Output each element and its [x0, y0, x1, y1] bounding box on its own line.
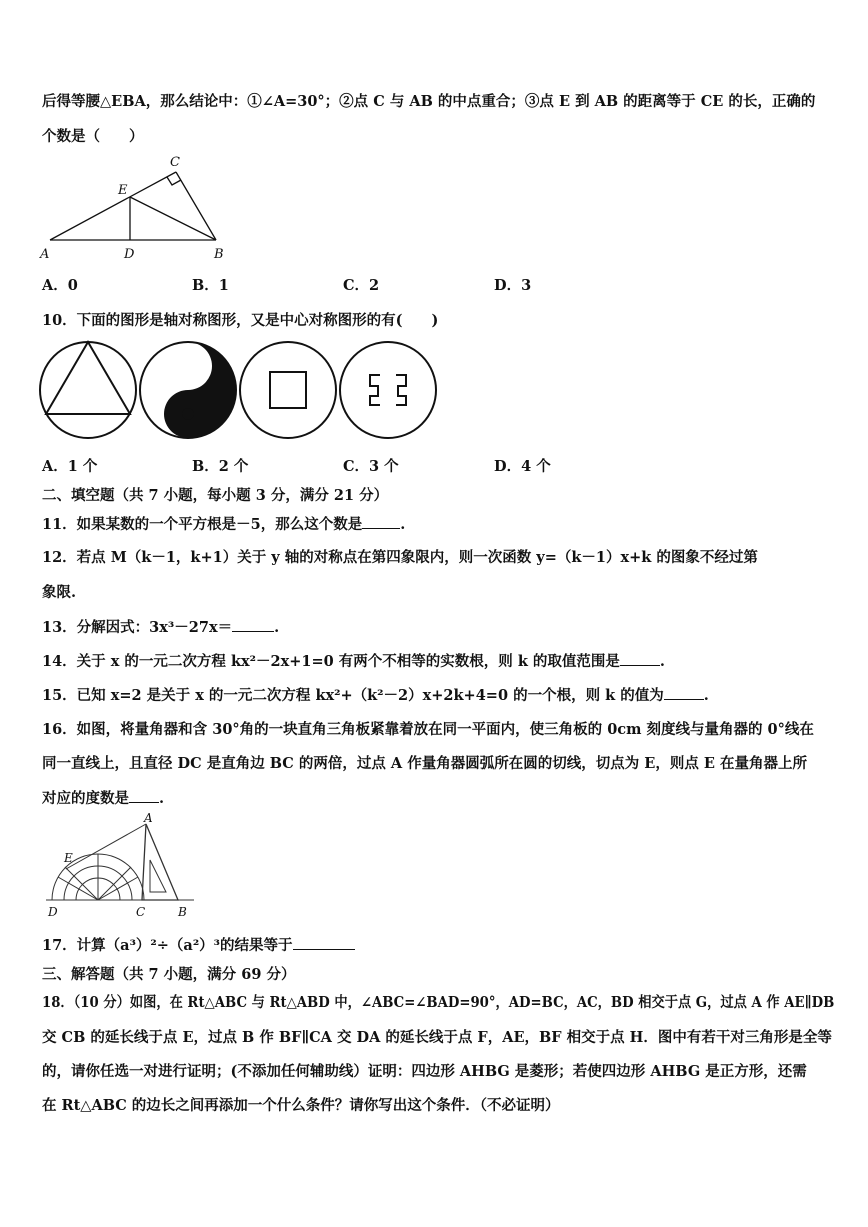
q18-line3: 的，请你任选一对进行证明；(不添加任何辅助线）证明：四边形 AHBG 是菱形；若使四边形 AHBG 是正方形，还需: [42, 1063, 807, 1080]
section-3-heading: 三、解答题（共 7 小题，满分 69 分）: [42, 966, 296, 983]
circle-square-figure: [240, 342, 336, 438]
q9-label-b: B: [214, 247, 224, 262]
circle-triangle-figure: [40, 342, 136, 438]
q13-text: 13．分解因式：3x³－27x＝: [42, 619, 233, 636]
q16-blank: [129, 788, 159, 803]
q17-text: 17．计算（a³）²÷（a²）³的结果等于: [42, 937, 293, 954]
q17: [42, 934, 355, 955]
q12-line2: 象限.: [42, 584, 77, 601]
q18-line1: 18．（10 分）如图，在 Rt△ABC 与 Rt△ABD 中，∠ABC=∠BAD=90°，AD=BC，AC，BD 相交于点 G，过点 A 作 AE∥DB: [42, 994, 835, 1011]
q15-period: .: [703, 687, 709, 704]
q12-line1: 12．若点 M（k－1，k+1）关于 y 轴的对称点在第四象限内，则一次函数 y=（k－1）x+k 的图象不经过第: [42, 549, 758, 566]
q10-figures: [38, 338, 443, 443]
q10-stem: 10．下面的图形是轴对称图形，又是中心对称图形的有( ): [42, 312, 439, 329]
q14-blank: [620, 651, 660, 666]
q9-label-e: E: [118, 183, 128, 198]
q9-line2: 个数是（ ）: [42, 128, 144, 145]
q15-text: 15．已知 x=2 是关于 x 的一元二次方程 kx²+（k²－2）x+2k+4=0 的一个根，则 k 的值为: [42, 687, 664, 704]
q14-period: .: [659, 653, 665, 670]
q18-line4: 在 Rt△ABC 的边长之间再添加一个什么条件？请你写出这个条件．（不必证明）: [42, 1097, 560, 1114]
q13-period: .: [274, 619, 280, 636]
q16-label-a: A: [144, 812, 153, 825]
q13-blank: [232, 617, 274, 632]
q11-text: 11．如果某数的一个平方根是－5，那么这个数是: [42, 516, 363, 533]
q16-protractor-figure: [42, 812, 202, 924]
q9-triangle-figure: [38, 150, 238, 265]
q9-label-d: D: [124, 247, 135, 262]
q9-label-c: C: [170, 155, 180, 170]
q9-option-c: C．2: [343, 277, 380, 294]
circle-symbol-figure: [340, 342, 436, 438]
q9-option-d: D．3: [494, 277, 532, 294]
q16-line3: [42, 787, 164, 808]
q14-text: 14．关于 x 的一元二次方程 kx²－2x+1=0 有两个不相等的实数根，则 k 的取值范围是: [42, 653, 620, 670]
yin-yang-figure: [140, 342, 236, 438]
q16-label-c: C: [136, 905, 146, 919]
q10-option-c: C．3 个: [343, 458, 399, 475]
q10-option-a: A．1 个: [42, 458, 98, 475]
q9-label-a: A: [40, 247, 50, 262]
q11-period: .: [400, 516, 406, 533]
q11: [42, 513, 405, 534]
q15: [42, 684, 709, 705]
q16-label-e: E: [64, 851, 73, 865]
q17-blank: [293, 935, 355, 950]
q18-line2: 交 CB 的延长线于点 E，过点 B 作 BF∥CA 交 DA 的延长线于点 F，AE，BF 相交于点 H．图中有若干对三角形是全等: [42, 1029, 832, 1046]
q9-option-a: A．0: [42, 277, 78, 294]
q9-option-b: B．1: [192, 277, 229, 294]
q11-blank: [362, 514, 400, 529]
q16-label-d: D: [48, 905, 58, 919]
q16-line2: 同一直线上，且直径 DC 是直角边 BC 的两倍，过点 A 作量角器圆弧所在圆的切线，切点为 E，则点 E 在量角器上所: [42, 755, 807, 772]
q13: [42, 616, 279, 637]
q14: [42, 650, 665, 671]
q10-option-b: B．2 个: [192, 458, 249, 475]
q10-option-d: D．4 个: [494, 458, 551, 475]
section-2-heading: 二、填空题（共 7 小题，每小题 3 分，满分 21 分）: [42, 487, 389, 504]
q16-label-b: B: [178, 905, 187, 919]
q16-line1: 16．如图，将量角器和含 30°角的一块直角三角板紧靠着放在同一平面内，使三角板的 0cm 刻度线与量角器的 0°线在: [42, 721, 814, 738]
q16-line3-text: 对应的度数是: [42, 790, 129, 807]
q15-blank: [664, 685, 704, 700]
q16-period: .: [159, 790, 165, 807]
q9-line1: 后得等腰△EBA，那么结论中：①∠A=30°；②点 C 与 AB 的中点重合；③点 E 到 AB 的距离等于 CE 的长，正确的: [42, 93, 816, 110]
